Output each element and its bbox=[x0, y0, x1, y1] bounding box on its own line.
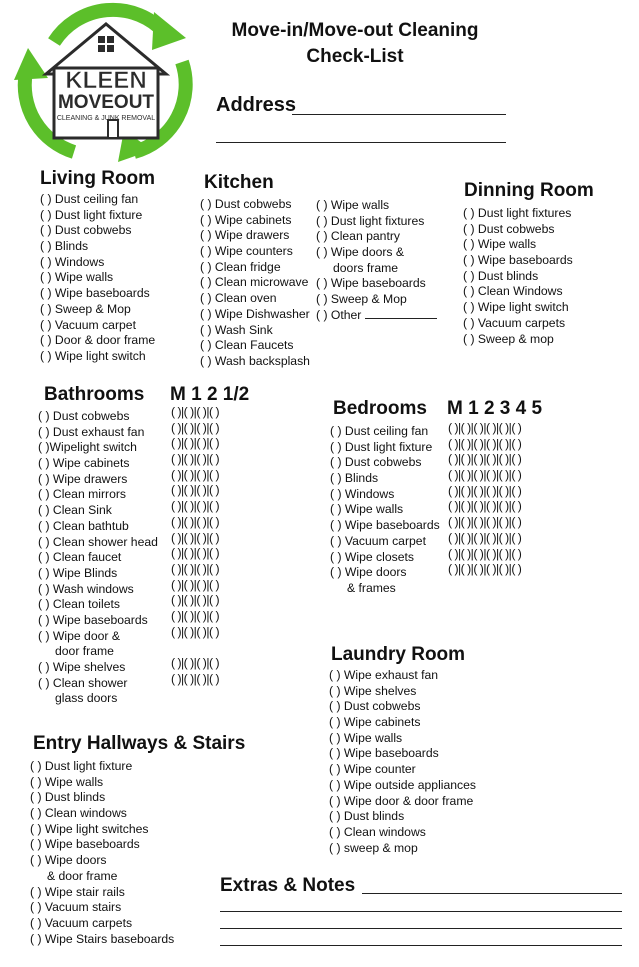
list-item[interactable]: ( )Wipelight switch bbox=[38, 440, 137, 455]
list-item[interactable]: ( ) Wipe exhaust fan bbox=[329, 668, 439, 682]
list-item[interactable]: ( ) Dust blinds bbox=[329, 809, 405, 824]
list-item[interactable]: ( ) Wipe counter bbox=[329, 762, 416, 777]
list-item[interactable]: ( ) Clean windows bbox=[30, 806, 127, 821]
list-item[interactable]: ( ) sweep & mop bbox=[329, 840, 418, 855]
list-item[interactable]: ( ) Wipe closets bbox=[330, 549, 414, 564]
list-item[interactable]: ( ) Dust blinds bbox=[463, 268, 539, 283]
checkbox-row[interactable]: ( )|( )|( )|( ) bbox=[171, 546, 220, 561]
list-item[interactable]: ( ) Clean Windows bbox=[463, 284, 563, 299]
bedrooms-checkbox-grid[interactable] bbox=[448, 421, 521, 594]
checkbox-row[interactable]: ( )|( )|( )|( )|( )|( ) bbox=[448, 436, 522, 451]
bedrooms-list bbox=[330, 424, 440, 597]
list-item[interactable]: ( ) Wipe light switch bbox=[463, 300, 569, 315]
list-item[interactable]: ( ) Wipe Blinds bbox=[38, 565, 118, 580]
checkbox-row[interactable]: ( )|( )|( )|( ) bbox=[171, 530, 220, 545]
kleen-moveout-logo bbox=[14, 2, 194, 164]
checkbox-row[interactable]: ( )|( )|( )|( ) bbox=[171, 514, 220, 529]
list-item[interactable]: ( ) Vacuum carpet bbox=[40, 317, 136, 332]
list-item[interactable]: ( ) Wipe doors bbox=[30, 853, 107, 868]
checkbox-row[interactable]: ( )|( )|( )|( ) bbox=[171, 561, 220, 576]
checkbox-row[interactable]: ( )|( )|( )|( ) bbox=[171, 499, 220, 514]
address-line-2[interactable] bbox=[216, 142, 506, 143]
list-item[interactable]: ( ) Wipe door & bbox=[38, 628, 120, 643]
list-item[interactable]: ( ) Wipe baseboards bbox=[38, 612, 148, 627]
address-line-1[interactable] bbox=[292, 114, 506, 115]
checkbox-row[interactable]: ( )|( )|( )|( ) bbox=[171, 483, 220, 498]
bathrooms-heading: Bathrooms bbox=[44, 384, 145, 405]
checkbox-row[interactable]: ( )|( )|( )|( )|( )|( ) bbox=[448, 546, 522, 561]
list-item[interactable]: ( ) Dust ceiling fan bbox=[40, 192, 139, 206]
list-item[interactable]: ( ) Dust cobwebs bbox=[463, 221, 555, 236]
list-item[interactable]: ( ) Dust light fixture bbox=[30, 759, 133, 773]
list-item[interactable]: ( ) Windows bbox=[40, 254, 105, 269]
list-item-continuation: doors frame bbox=[333, 260, 399, 275]
checkbox-row[interactable]: ( )|( )|( )|( ) bbox=[171, 624, 220, 639]
checkbox-row[interactable]: ( )|( )|( )|( ) bbox=[171, 593, 220, 608]
list-item[interactable]: ( ) Wash backsplash bbox=[200, 353, 310, 368]
list-item[interactable]: ( ) Clean shower head bbox=[38, 534, 158, 549]
page-title bbox=[205, 18, 505, 70]
list-item[interactable]: ( ) Dust cobwebs bbox=[330, 455, 422, 470]
logo-brand-top: KLEEN bbox=[65, 67, 147, 94]
list-item-continuation: glass doors bbox=[55, 691, 118, 706]
title-line-1: Move-in/Move-out Cleaning bbox=[231, 20, 479, 41]
list-item[interactable]: ( ) Door & door frame bbox=[40, 333, 156, 348]
checkbox-row-spacer bbox=[171, 640, 219, 656]
checkbox-row-spacer bbox=[171, 687, 219, 703]
checkbox-row[interactable]: ( )|( )|( )|( )|( )|( ) bbox=[448, 515, 522, 530]
list-item[interactable]: ( ) Wipe doors & bbox=[316, 245, 405, 260]
list-item[interactable]: ( ) Dust exhaust fan bbox=[38, 424, 145, 439]
dining-room-list bbox=[463, 206, 573, 347]
checkbox-row[interactable]: ( )|( )|( )|( ) bbox=[171, 405, 220, 419]
notes-line-2[interactable] bbox=[220, 911, 622, 912]
list-item[interactable]: ( ) Wipe outside appliances bbox=[329, 777, 476, 792]
list-item[interactable]: ( ) Wipe walls bbox=[463, 237, 537, 252]
list-item[interactable]: ( ) Dust light fixtures bbox=[463, 206, 572, 220]
checkbox-row[interactable]: ( )|( )|( )|( )|( )|( ) bbox=[448, 421, 522, 435]
list-item[interactable]: ( ) Windows bbox=[330, 486, 395, 501]
list-item[interactable]: ( ) Wipe walls bbox=[40, 270, 114, 285]
notes-line-3[interactable] bbox=[220, 928, 622, 929]
list-item[interactable]: ( ) Wipe drawers bbox=[200, 228, 290, 243]
list-item[interactable]: ( ) Blinds bbox=[330, 471, 379, 486]
list-item[interactable]: ( ) Dust cobwebs bbox=[38, 409, 130, 423]
list-item[interactable]: ( ) Clean microwave bbox=[200, 275, 309, 290]
list-item[interactable]: ( ) Wipe drawers bbox=[38, 471, 128, 486]
list-item[interactable]: ( ) Wash Sink bbox=[200, 322, 273, 337]
list-item[interactable]: ( ) Dust ceiling fan bbox=[330, 424, 429, 438]
bedrooms-columns-header: M 1 2 3 4 5 bbox=[447, 398, 543, 419]
list-item[interactable]: ( ) Sweep & Mop bbox=[40, 301, 131, 316]
laundry-room-heading: Laundry Room bbox=[331, 644, 466, 665]
list-item[interactable]: ( ) Wipe light switch bbox=[40, 348, 146, 363]
checkbox-row[interactable]: ( )|( )|( )|( )|( )|( ) bbox=[448, 530, 522, 545]
checkbox-row[interactable]: ( )|( )|( )|( ) bbox=[171, 671, 220, 686]
list-item[interactable]: ( ) Clean shower bbox=[38, 675, 128, 690]
logo-brand-bottom: MOVEOUT bbox=[57, 92, 155, 113]
list-item[interactable]: ( ) Wipe stair rails bbox=[30, 884, 125, 899]
extras-notes-heading: Extras & Notes bbox=[220, 875, 356, 896]
list-item[interactable]: ( ) Clean bathtub bbox=[38, 518, 129, 533]
address-label: Address bbox=[216, 94, 297, 116]
list-item[interactable]: ( ) Wipe counters bbox=[200, 244, 293, 259]
kitchen-heading: Kitchen bbox=[204, 172, 274, 193]
list-item-other[interactable]: ( ) Other bbox=[316, 308, 437, 324]
list-item[interactable]: ( ) Clean windows bbox=[329, 824, 426, 839]
list-item[interactable]: ( ) Wipe shelves bbox=[38, 660, 126, 674]
checkbox-row[interactable]: ( )|( )|( )|( ) bbox=[171, 452, 220, 467]
entry-heading: Entry Hallways & Stairs bbox=[33, 733, 246, 754]
laundry-room-list bbox=[329, 668, 476, 856]
checkbox-row[interactable]: ( )|( )|( )|( )|( )|( ) bbox=[448, 562, 522, 577]
entry-list bbox=[30, 759, 174, 947]
list-item[interactable]: ( ) Wipe Stairs baseboards bbox=[30, 931, 175, 946]
list-item[interactable]: ( ) Dust blinds bbox=[30, 790, 106, 805]
list-item[interactable]: ( ) Wipe Dishwasher bbox=[200, 306, 310, 321]
list-item[interactable]: ( ) Dust cobwebs bbox=[40, 223, 132, 238]
bathrooms-checkbox-grid[interactable] bbox=[171, 405, 219, 703]
list-item[interactable]: ( ) Wash windows bbox=[38, 581, 134, 596]
logo-tagline: CLEANING & JUNK REMOVAL bbox=[56, 115, 156, 122]
list-item[interactable]: ( ) Sweep & Mop bbox=[316, 292, 407, 307]
title-line-2: Check-List bbox=[306, 46, 404, 67]
checkbox-row[interactable]: ( )|( )|( )|( ) bbox=[171, 577, 220, 592]
kitchen-list-col1 bbox=[200, 197, 310, 370]
bathrooms-list bbox=[38, 409, 158, 707]
list-item[interactable]: ( ) Wipe cabinets bbox=[200, 212, 292, 227]
notes-line-4[interactable] bbox=[220, 945, 622, 946]
notes-line-1[interactable] bbox=[362, 893, 622, 894]
list-item[interactable]: ( ) Wipe light switches bbox=[30, 821, 149, 836]
list-item[interactable]: ( ) Vacuum carpet bbox=[330, 533, 426, 548]
list-item[interactable]: ( ) Wipe baseboards bbox=[30, 837, 140, 852]
list-item-continuation: & frames bbox=[347, 580, 396, 595]
list-item[interactable]: ( ) Clean pantry bbox=[316, 229, 400, 244]
checkbox-row-spacer bbox=[448, 578, 521, 594]
list-item[interactable]: ( ) Wipe door & door frame bbox=[329, 793, 474, 808]
list-item[interactable]: ( ) Vacuum carpets bbox=[463, 315, 566, 330]
list-item[interactable]: ( ) Wipe baseboards bbox=[329, 746, 439, 761]
list-item[interactable]: ( ) Clean fridge bbox=[200, 259, 281, 274]
list-item-continuation: door frame bbox=[55, 644, 114, 659]
living-room-list bbox=[40, 192, 155, 365]
list-item[interactable]: ( ) Dust light fixture bbox=[330, 439, 433, 454]
list-item[interactable]: ( ) Clean mirrors bbox=[38, 487, 127, 502]
list-item[interactable]: ( ) Wipe shelves bbox=[329, 683, 417, 698]
checkbox-row[interactable]: ( )|( )|( )|( ) bbox=[171, 420, 220, 435]
list-item[interactable]: ( ) Dust cobwebs bbox=[329, 699, 421, 714]
bathrooms-columns-header: M 1 2 1/2 bbox=[170, 384, 250, 405]
living-room-heading: Living Room bbox=[40, 168, 156, 189]
list-item[interactable]: ( ) Vacuum stairs bbox=[30, 900, 122, 915]
list-item[interactable]: ( ) Sweep & mop bbox=[463, 331, 554, 346]
checkbox-row[interactable]: ( )|( )|( )|( ) bbox=[171, 656, 220, 670]
list-item[interactable]: ( ) Wipe walls bbox=[30, 774, 104, 789]
list-item[interactable]: ( ) Wipe walls bbox=[329, 730, 403, 745]
checkbox-row[interactable]: ( )|( )|( )|( ) bbox=[171, 467, 220, 482]
list-item[interactable]: ( ) Clean oven bbox=[200, 291, 277, 306]
list-item[interactable]: ( ) Wipe cabinets bbox=[38, 456, 130, 471]
list-item[interactable]: ( ) Dust light fixture bbox=[40, 207, 143, 222]
list-item[interactable]: ( ) Wipe walls bbox=[330, 502, 404, 517]
checkbox-row[interactable]: ( )|( )|( )|( )|( )|( ) bbox=[448, 499, 522, 514]
dining-room-heading: Dinning Room bbox=[464, 180, 594, 201]
list-item-continuation: & door frame bbox=[47, 868, 118, 883]
other-fill-line[interactable] bbox=[365, 309, 437, 319]
checkbox-row[interactable]: ( )|( )|( )|( )|( )|( ) bbox=[448, 452, 522, 467]
list-item[interactable]: ( ) Wipe walls bbox=[316, 198, 390, 212]
list-item[interactable]: ( ) Wipe baseboards bbox=[463, 253, 573, 268]
kitchen-list-col2 bbox=[316, 198, 437, 324]
list-item[interactable]: ( ) Wipe baseboards bbox=[40, 286, 150, 301]
list-item[interactable]: ( ) Clean Faucets bbox=[200, 338, 294, 353]
list-item[interactable]: ( ) Wipe baseboards bbox=[330, 518, 440, 533]
list-item[interactable]: ( ) Dust light fixtures bbox=[316, 213, 425, 228]
list-item[interactable]: ( ) Wipe baseboards bbox=[316, 276, 426, 291]
checkbox-row[interactable]: ( )|( )|( )|( )|( )|( ) bbox=[448, 483, 522, 498]
list-item[interactable]: ( ) Clean faucet bbox=[38, 550, 122, 565]
list-item[interactable]: ( ) Blinds bbox=[40, 239, 89, 254]
bedrooms-heading: Bedrooms bbox=[333, 398, 427, 419]
list-item[interactable]: ( ) Clean toilets bbox=[38, 597, 120, 612]
list-item[interactable]: ( ) Dust cobwebs bbox=[200, 197, 292, 211]
checkbox-row[interactable]: ( )|( )|( )|( ) bbox=[171, 608, 220, 623]
list-item[interactable]: ( ) Clean Sink bbox=[38, 503, 112, 518]
checkbox-row[interactable]: ( )|( )|( )|( )|( )|( ) bbox=[448, 468, 522, 483]
checkbox-row[interactable]: ( )|( )|( )|( ) bbox=[171, 436, 220, 451]
list-item[interactable]: ( ) Wipe doors bbox=[330, 565, 407, 580]
list-item[interactable]: ( ) Wipe cabinets bbox=[329, 715, 421, 730]
list-item[interactable]: ( ) Vacuum carpets bbox=[30, 915, 133, 930]
